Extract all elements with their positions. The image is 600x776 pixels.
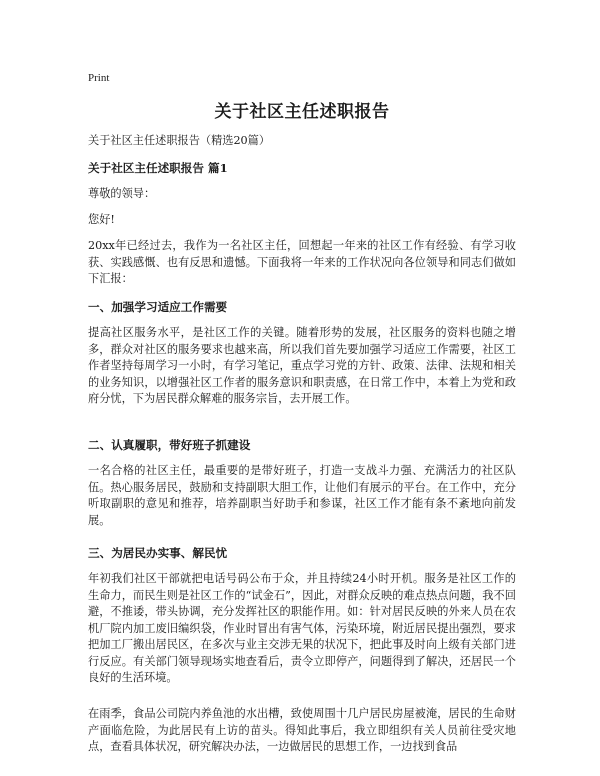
heading-2: 二、认真履职，带好班子抓建设: [88, 438, 251, 452]
salutation: 尊敬的领导：: [88, 187, 156, 200]
paragraph-4: 在雨季，食品公司院内养鱼池的水出槽，致使周围十几户居民房屋被淹，居民的生命财产面临危险，为此居民有上访的苗头。得知此事后，我立即组织有关人员前往受灾地点，查看具体状况，研究解决办法，一边做居民的思想工作，一边找到食品: [88, 707, 516, 753]
section-title: 关于社区主任述职报告 篇1: [88, 161, 228, 175]
document-subtitle: 关于社区主任述职报告（精选20篇）: [88, 134, 271, 147]
heading-1: 一、加强学习适应工作需要: [88, 300, 228, 314]
print-link[interactable]: Print: [88, 72, 110, 84]
heading-3: 三、为居民办实事、解民忧: [88, 546, 228, 560]
paragraph-1: 提高社区服务水平，是社区工作的关键。随着形势的发展，社区服务的资料也随之增多，群众对社区的服务要求也越来高，所以我们首先要加强学习适应工作需要，社区工作者坚持每周学习一小时，有学习笔记，重点学习党的方针、政策、法律、法规和相关的业务知识，以增强社区工作者的服务意识和职责感，在日常工作中，本着上为党和政府分忧，下为居民群众解难的服务宗旨，去开展工作。: [88, 326, 516, 405]
paragraph-3: 年初我们社区干部就把电话号码公布于众，并且持续24小时开机。服务是社区工作的生命力，而民生则是社区工作的“试金石”，因此，对群众反映的难点热点问题，我不回避，不推诿，带头协调，充分发挥社区的职能作用。如：针对居民反映的外来人员在农机厂院内加工废旧编织袋，作业时冒出有害气体，污染环境，附近居民提出强烈，要求把加工厂搬出居民区，在多次与业主交涉无果的状况下，把此事及时向上级有关部门进行反应。有关部门领导现场实地查看后，责令立即停产，问题得到了解决，还居民一个良好的生活环境。: [88, 572, 516, 684]
intro-paragraph: 20xx年已经过去，我作为一名社区主任，回想起一年来的社区工作有经验、有学习收获、实践感慨、也有反思和遗憾。下面我将一年来的工作状况向各位领导和同志们做如下汇报：: [88, 239, 516, 285]
greeting: 您好!: [88, 213, 115, 226]
paragraph-2: 一名合格的社区主任，最重要的是带好班子，打造一支战斗力强、充满活力的社区队伍。热心服务居民，鼓励和支持副职大胆工作，让他们有展示的平台。在工作中，充分听取副职的意见和推荐，培养副职当好助手和参谋，社区工作才能有条不紊地向前发展。: [88, 464, 516, 527]
document-title: 关于社区主任述职报告: [214, 102, 390, 122]
